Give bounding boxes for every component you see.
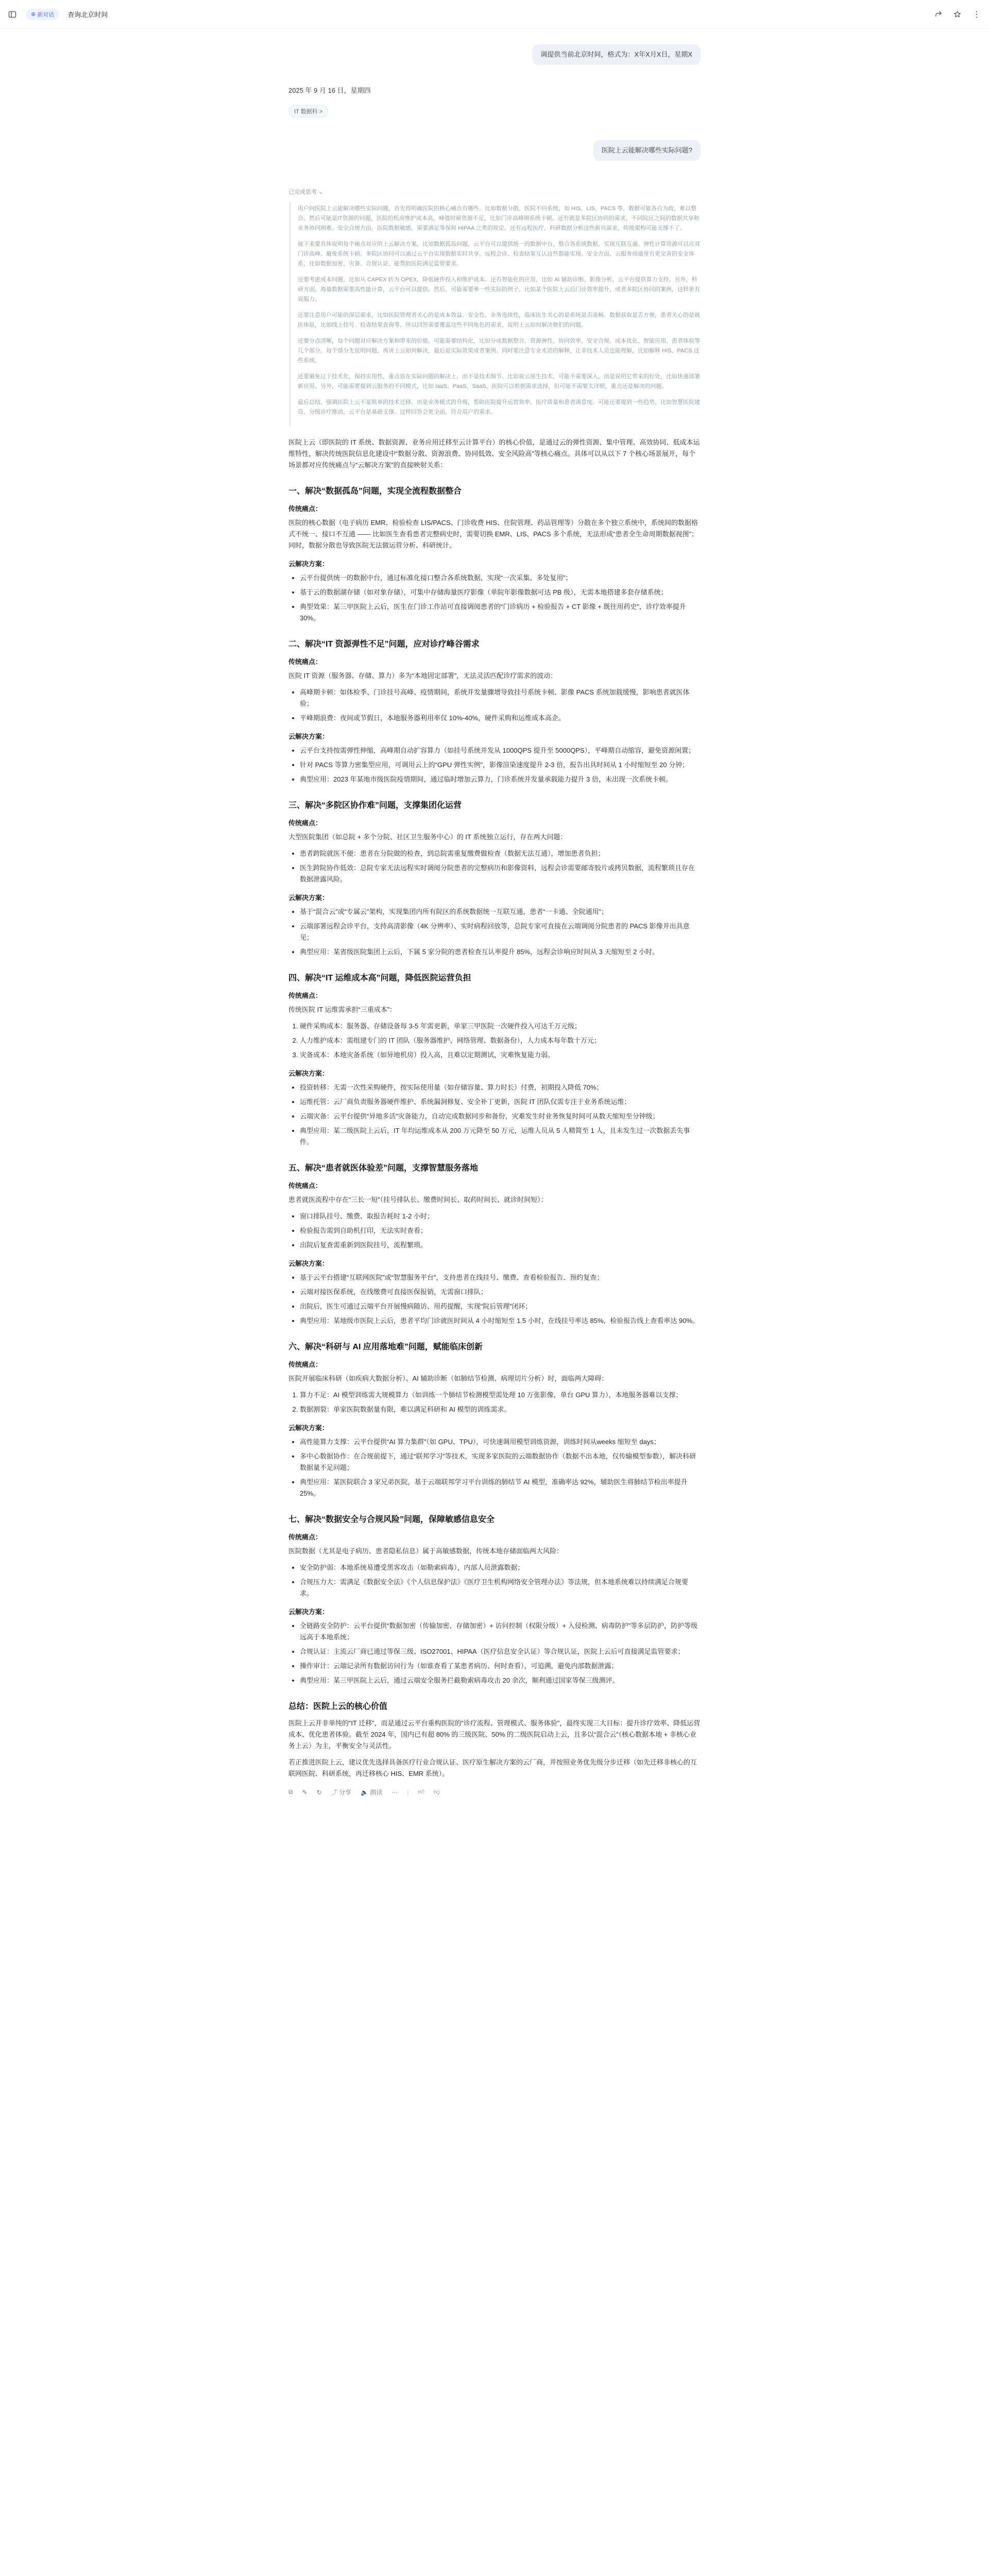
sidebar-toggle-icon[interactable] [8, 10, 16, 19]
answer-section [288, 1161, 701, 1327]
share-icon[interactable] [934, 10, 942, 18]
pain-label: 传统痛点： [288, 658, 322, 666]
thinking-paragraph: 还要分点清晰，每个问题对应解决方案和带来的价值。可能需要结构化，比如分成数据整合、资源弹性、协同效率、安全合规、成本优化、智能应用、患者体验等几个部分。每个部分先说明问题，再讲上云如何解决，最后是实际效果或者案例。同时要注意专业术语的解释，让非技术人员也能理解，比如解释 HIS、PACS 这些系统。 [298, 338, 700, 364]
answer-section [288, 637, 701, 785]
list-item: • 医生跨院协作低效：总院专家无法远程实时调阅分院患者的完整病历和影像资料，远程会诊需要邮寄胶片或拷贝数据，流程繁琐且存在数据泄露风险。 [300, 862, 701, 885]
summary-text: 医院上云并非单纯的“IT 迁移”，而是通过云平台重构医院的“诊疗流程、管理模式、服务体验”，最终实现三大目标：提升诊疗效率、降低运营成本、优化患者体验。截至 2024 年，国内已有超 80% 的三级医院、50% 的二级医院启动上云，且多以“混合云”（核心数据本地 + 非核心业务上云）为主，平衡安全与灵活性。 [288, 1719, 701, 1750]
list-item: • 投资转移：无需一次性采购硬件，按实际使用量（如存储容量、算力时长）付费，初期投入降低 70%； [300, 1082, 701, 1093]
list-item: • 针对 PACS 等算力密集型应用，可调用云上的“GPU 弹性实例”，影像渲染速度提升 2-3 倍，报告出具时间从 1 小时缩短至 20 分钟； [300, 759, 701, 771]
chat-scroll-area [288, 31, 701, 2576]
user-message [288, 140, 701, 161]
divider: | [407, 1788, 409, 1796]
thinking-paragraph: 接下来要具体说明每个痛点对应的上云解决方案。比如数据孤岛问题，云平台可以提供统一的数据中台，整合各系统数据，实现互联互通。弹性计算资源可以应对门诊高峰，避免系统卡顿。多院区协同可以通过云平台实现数据实时共享，远程会诊、检查结果互认这些都能实现。安全方面，云服务商通常有更完善的安全体系，比如数据加密、灾备、合规认证，能帮助医院满足监管要求。 [298, 241, 700, 267]
list-item: 3. 灾备成本：本地灾备系统（如异地机房）投入高，且难以定期测试，灾难恢复能力弱。 [300, 1049, 701, 1061]
pain-label: 传统痛点： [288, 1182, 322, 1190]
list-item: • 多中心数据协作：在合规前提下，通过“联邦学习”等技术，实现多家医院的云端数据协作（数据不出本地，仅传输模型参数），解决科研数据量不足问题； [300, 1451, 701, 1473]
list-item: • 高性能算力支撑：云平台提供“AI 算力集群”（如 GPU、TPU），可快速调用模型训练资源，训练时间从weeks 缩短至 days； [300, 1436, 701, 1448]
thumbs-up-icon[interactable]: 👍︎ [418, 1788, 425, 1795]
more-icon[interactable]: ⋮ [973, 10, 981, 19]
pain-text: 传统医院 IT 运维需承担“三重成本”： [288, 1006, 397, 1013]
answer-section [288, 1340, 701, 1499]
section-title: 一、解决“数据孤岛”问题，实现全流程数据整合 [288, 487, 462, 496]
list-item: • 云平台支持按需弹性伸缩，高峰期自动扩容算力（如挂号系统并发从 1000QPS 提升至 5000QPS），平峰期自动缩容，避免资源闲置； [300, 745, 701, 756]
solution-list [288, 1620, 701, 1686]
list-item: • 典型效果：某三甲医院上云后，医生在门诊工作站可直接调阅患者的“门诊病历 + 检验报告 + CT 影像 + 既往用药史”，诊疗效率提升 30%。 [300, 601, 701, 624]
list-item: • 安全防护弱：本地系统易遭受黑客攻击（如勒索病毒），内部人员泄露数据； [300, 1562, 701, 1573]
list-item: • 云端灾备：云平台提供“异地多活”灾备能力，自动完成数据同步和备份，灾难发生时业务恢复时间可从数天缩短至分钟级； [300, 1111, 701, 1122]
pain-label: 传统痛点： [288, 1533, 322, 1541]
cloud-label: 云解决方案： [288, 1070, 329, 1077]
list-item: • 典型应用：某医院联合 3 家兄弟医院，基于云端联邦学习平台训练的肺结节 AI 模型，准确率达 92%，辅助医生将肺结节检出率提升 25%。 [300, 1477, 701, 1499]
thumbs-down-icon[interactable]: 👎︎ [434, 1788, 440, 1795]
list-item: • 出院后复查需重新到医院挂号，流程繁琐。 [300, 1240, 701, 1251]
list-item: • 基于云平台搭建“互联网医院”或“智慧服务平台”，支持患者在线挂号、缴费、查看检验报告、预约复查； [300, 1272, 701, 1283]
solution-list [288, 1436, 701, 1499]
pain-list [288, 848, 701, 885]
plus-icon: ⊕ [31, 11, 38, 18]
user-message [288, 44, 701, 65]
list-item: • 高峰期卡顿：如体检季、门诊挂号高峰、疫情期间，系统并发量骤增导致挂号系统卡顿、影像 PACS 系统加载缓慢，影响患者就医体验； [300, 687, 701, 709]
pain-text: 大型医院集团（如总院 + 多个分院、社区卫生服务中心）的 IT 系统独立运行，存在两大问题： [288, 833, 567, 841]
list-item: • 出院后，医生可通过云端平台开展慢病随访、用药提醒，实现“院后管理”闭环； [300, 1301, 701, 1312]
source-tag[interactable]: IT 数据科 > [288, 105, 328, 117]
list-item: • 患者跨院就医不便：患者在分院做的检查，到总院需重复缴费做检查（数据无法互通），增加患者负担； [300, 848, 701, 859]
answer-section [288, 484, 701, 624]
list-item: • 基于云的数据湖存储（如对象存储），可集中存储海量医疗影像（单院年影像数据可达 PB 级），无需本地搭建多套存储系统； [300, 587, 701, 598]
section-title: 二、解决“IT 资源弹性不足”问题，应对诊疗峰谷需求 [288, 640, 480, 649]
pain-text: 医院数据（尤其是电子病历、患者隐私信息）属于高敏感数据，传统本地存储面临两大风险： [288, 1547, 564, 1555]
pain-list [288, 1211, 701, 1251]
section-title: 五、解决“患者就医体验差”问题，支撑智慧服务落地 [288, 1164, 479, 1173]
thinking-paragraph: 用户问医院上云能解决哪些实际问题，首先得明确医院的核心痛点有哪些。比如数据分散，医院不同系统，如 HIS、LIS、PACS 等，数据可能各自为政，难以整合。然后可能是IT资源的问题，医院的机房维护成本高，峰值时候资源不足，比如门诊高峰期系统卡顿。还有就是多院区协同的需求，不同院区之间的数据共享和业务协同困难。安全合规方面，医院数据敏感，需要满足等保和 HIPAA 之类的规定。还有远程医疗、科研数据分析这些新兴需求，传统架构可能支撑不了。 [298, 206, 700, 231]
pain-list [288, 1562, 701, 1599]
chat-title: 查询北京时间 [67, 11, 108, 19]
message-actions [288, 1788, 701, 1797]
list-item: • 检验报告需到自助机打印，无法实时查看； [300, 1225, 701, 1236]
new-chat-label: 新对话 [37, 11, 55, 18]
pain-list [288, 1389, 701, 1415]
list-item: • 运维托管：云厂商负责服务器硬件维护、系统漏洞修复、安全补丁更新，医院 IT 团队仅需专注于业务系统运维； [300, 1096, 701, 1108]
list-item: • 云端对接医保系统，在线缴费可直接医保报销，无需窗口排队； [300, 1286, 701, 1298]
edit-icon[interactable]: ✎ [302, 1788, 308, 1796]
answer-sections [288, 484, 701, 1686]
summary-advice: 若正推进医院上云，建议优先选择具备医疗行业合规认证、医疗原生解决方案的云厂商，并按照业务优先级分步迁移（如先迁移非核心的互联网医院、科研系统，再迁移核心 HIS、EMR 系统）。 [288, 1758, 697, 1777]
pain-text: 医院开展临床科研（如疾病大数据分析）、AI 辅助诊断（如肺结节检测、病理切片分析）时，面临两大障碍： [288, 1375, 608, 1382]
section-title: 六、解决“科研与 AI 应用落地难”问题，赋能临床创新 [288, 1343, 483, 1351]
pain-text: 患者就医流程中存在“三长一短”（挂号排队长、缴费时间长、取药时间长、就诊时间短）： [288, 1196, 548, 1204]
new-chat-button[interactable] [26, 9, 59, 20]
answer-section [288, 1513, 701, 1686]
solution-list [288, 1272, 701, 1327]
list-item: • 典型应用：某地级市医院上云后，患者平均门诊就医时间从 4 小时缩短至 1.5 小时，在线挂号率达 85%，检验报告线上查看率达 90%。 [300, 1315, 701, 1327]
cloud-label: 云解决方案： [288, 1608, 329, 1616]
thinking-paragraph: 还要考虑成本问题，比如从 CAPEX 转为 OPEX，降低硬件投入和维护成本。还有智能化的应用，比如 AI 辅助诊断、影像分析，云平台提供算力支持。另外，科研方面，海量数据需要高性能计算，云平台可以提供。然后，可能需要举一些实际的例子，比如某个医院上云后门诊效率提升，或者多院区协同的案例，这样更有说服力。 [298, 277, 700, 302]
list-item: • 合规压力大：需满足《数据安全法》《个人信息保护法》《医疗卫生机构网络安全管理办法》等法规，但本地系统难以持续满足合规要求。 [300, 1577, 701, 1599]
thinking-toggle[interactable] [288, 188, 701, 196]
pain-label: 传统痛点： [288, 992, 322, 999]
list-item: • 典型应用：某省级医院集团上云后，下属 5 家分院的患者检查互认率提升 85%，远程会诊响应时间从 3 天缩短至 2 小时。 [300, 946, 701, 958]
cloud-label: 云解决方案： [288, 894, 329, 902]
list-item: • 平峰期浪费：夜间或节假日，本地服务器利用率仅 10%-40%，硬件采购和运维成本高企。 [300, 713, 701, 724]
list-item: • 全链路安全防护：云平台提供“数据加密（传输加密、存储加密）+ 访问控制（权限分级）+ 入侵检测、病毒防护”等多层防护，防护等级远高于本地系统； [300, 1620, 701, 1643]
solution-list [288, 906, 701, 958]
answer-intro: 医院上云（即医院的 IT 系统、数据资源、业务应用迁移至云计算平台）的核心价值，是通过云的弹性资源、集中管理、高效协同、低成本运维特性，解决传统医院信息化建设中“数据分散、资源浪费、协同低效、安全风险高”等核心痛点。具体可以从以下 7 个核心场景展开，每个场景都对应传统痛点与“云解决方案”的直接映射关系： [288, 438, 700, 469]
list-item: • 合规认证：主流云厂商已通过等保三级、ISO27001、HIPAA（医疗信息安全认证）等合规认证，医院上云后可直接满足监管要求； [300, 1646, 701, 1657]
solution-list [288, 572, 701, 624]
thinking-paragraph: 还要注意用户可能的深层需求，比如医院管理者关心的是成本效益、安全性、业务连续性，临床医生关心的是系统是否流畅、数据获取是否方便，患者关心的是就医体验，比如线上挂号、检查结果查询等。所以回答需要覆盖这些不同角色的需求，说明上云如何解决他们的问题。 [298, 312, 700, 328]
pain-list [288, 687, 701, 724]
share-button[interactable]: ⤴ 分享 [331, 1789, 352, 1796]
user-bubble: 医院上云能解决哪些实际问题? [593, 140, 701, 161]
list-item: 2. 人力维护成本：需组建专门的 IT 团队（服务器维护、网络管理、数据备份），人力成本每年数十万元； [300, 1035, 701, 1046]
list-item: 1. 算力不足：AI 模型训练需大规模算力（如训练一个肺结节检测模型需处理 10 万张影像，单台 GPU 算力），本地服务器难以支撑； [300, 1389, 701, 1401]
list-item: • 基于“混合云”或“专属云”架构，实现集团内所有院区的系统数据统一互联互通，患者“一卡通、全院通用”； [300, 906, 701, 918]
list-item: • 典型应用：某二级医院上云后，IT 年均运维成本从 200 万元降至 50 万元，运维人员从 5 人精简至 1 人，且未发生过一次数据丢失事件。 [300, 1125, 701, 1148]
pain-text: 医院的核心数据（电子病历 EMR、检验检查 LIS/PACS、门诊收费 HIS、住院管理、药品管理等）分散在多个独立系统中，系统间的数据格式不统一、接口不互通 —— 比如医生查看患者完整病史时，需要切换 EMR、LIS、PACS 多个系统，无法形成“患者全生命周期数据视图”；同时，数据分散也导致医院无法做运营分析、科研统计。 [288, 519, 698, 549]
pain-label: 传统痛点： [288, 505, 322, 513]
answer-section [288, 799, 701, 958]
solution-list [288, 745, 701, 785]
list-item: • 窗口排队挂号、缴费、取报告耗时 1-2 小时； [300, 1211, 701, 1222]
section-title: 三、解决“多院区协作难”问题，支撑集团化运营 [288, 801, 462, 810]
solution-list [288, 1082, 701, 1148]
thinking-block [288, 188, 701, 426]
thinking-content [289, 202, 701, 426]
regenerate-icon[interactable]: ↻ [316, 1788, 322, 1796]
read-label: 朗读 [370, 1789, 383, 1796]
list-item: • 典型应用：某三甲医院上云后，通过云端安全服务拦截勒索病毒攻击 20 余次，顺利通过国家等保三级测评。 [300, 1675, 701, 1686]
list-item: 2. 数据割裂：单家医院数据量有限，难以满足科研和 AI 模型的训练需求。 [300, 1404, 701, 1415]
list-item: • 操作审计：云端记录所有数据访问行为（如谁查看了某患者病历、何时查看），可追溯，避免内部数据泄露； [300, 1660, 701, 1672]
user-bubble: 调提供当前北京时间，格式为：X年X月X日，星期X [532, 44, 701, 65]
cloud-label: 云解决方案： [288, 560, 329, 568]
copy-icon[interactable]: ⧉ [288, 1788, 293, 1795]
pain-label: 传统痛点： [288, 819, 322, 827]
list-item: • 典型应用：2023 年某地市级医院疫情期间，通过临时增加云算力，门诊系统并发量承载能力提升 3 倍，未出现一次系统卡顿。 [300, 774, 701, 785]
section-title: 四、解决“IT 运维成本高”问题，降低医院运营负担 [288, 974, 471, 982]
list-item: • 云端部署远程会诊平台，支持高清影像（4K 分辨率）、实时病程回放等，总院专家可直接在云端调阅分院患者的 PACS 影像并出具意见； [300, 921, 701, 943]
assistant-answer [288, 437, 701, 1780]
answer-section [288, 971, 701, 1148]
summary-title: 总结：医院上云的核心价值 [288, 1702, 388, 1711]
cloud-label: 云解决方案： [288, 733, 329, 740]
thinking-paragraph: 还要避免过于技术化，保持实用性，重点放在实际问题的解决上，而不是技术细节。比如说云原生技术，可能不需要深入，而是说明它带来的好处，比如快速部署新应用。另外，可能需要提到云服务的不同模式，比如 IaaS、PaaS、SaaS，医院可以根据需求选择，但可能不需要太详细，重点还是解决的问题。 [298, 374, 700, 389]
more-icon[interactable]: ⋯ [391, 1788, 398, 1796]
cloud-label: 云解决方案： [288, 1260, 329, 1267]
cloud-label: 云解决方案： [288, 1424, 329, 1432]
read-aloud-button[interactable]: 🔈 朗读 [361, 1789, 383, 1796]
list-item: • 云平台提供统一的数据中台，通过标准化接口整合各系统数据，实现“一次采集、多处复用”； [300, 572, 701, 584]
share-label: 分享 [339, 1789, 352, 1796]
assistant-date-reply: 2025 年 9 月 16 日，星期四 [288, 87, 371, 94]
top-bar [0, 0, 989, 29]
thinking-label: 已完成思考 ⌄ [288, 189, 323, 195]
section-title: 七、解决“数据安全与合规风险”问题，保障敏感信息安全 [288, 1515, 495, 1524]
pain-label: 传统痛点： [288, 1361, 322, 1368]
top-right-tools [934, 9, 981, 20]
pain-list [288, 1021, 701, 1061]
pain-text: 医院 IT 资源（服务器、存储、算力）多为“本地固定部署”，无法灵活匹配诊疗需求的波动： [288, 672, 557, 680]
star-icon[interactable] [953, 10, 961, 18]
list-item: 1. 硬件采购成本：服务器、存储设备每 3-5 年需更新，单家三甲医院一次硬件投入可达千万元级； [300, 1021, 701, 1032]
thinking-paragraph: 最后总结，强调医院上云不是简单的技术迁移，而是业务模式的升级，帮助医院提升运营效率、医疗质量和患者满意度。可能还要提到一些趋势，比如智慧医院建设、分级诊疗推动，云平台是基础支撑。这样回答会更全面，符合用户的需求。 [298, 399, 700, 415]
